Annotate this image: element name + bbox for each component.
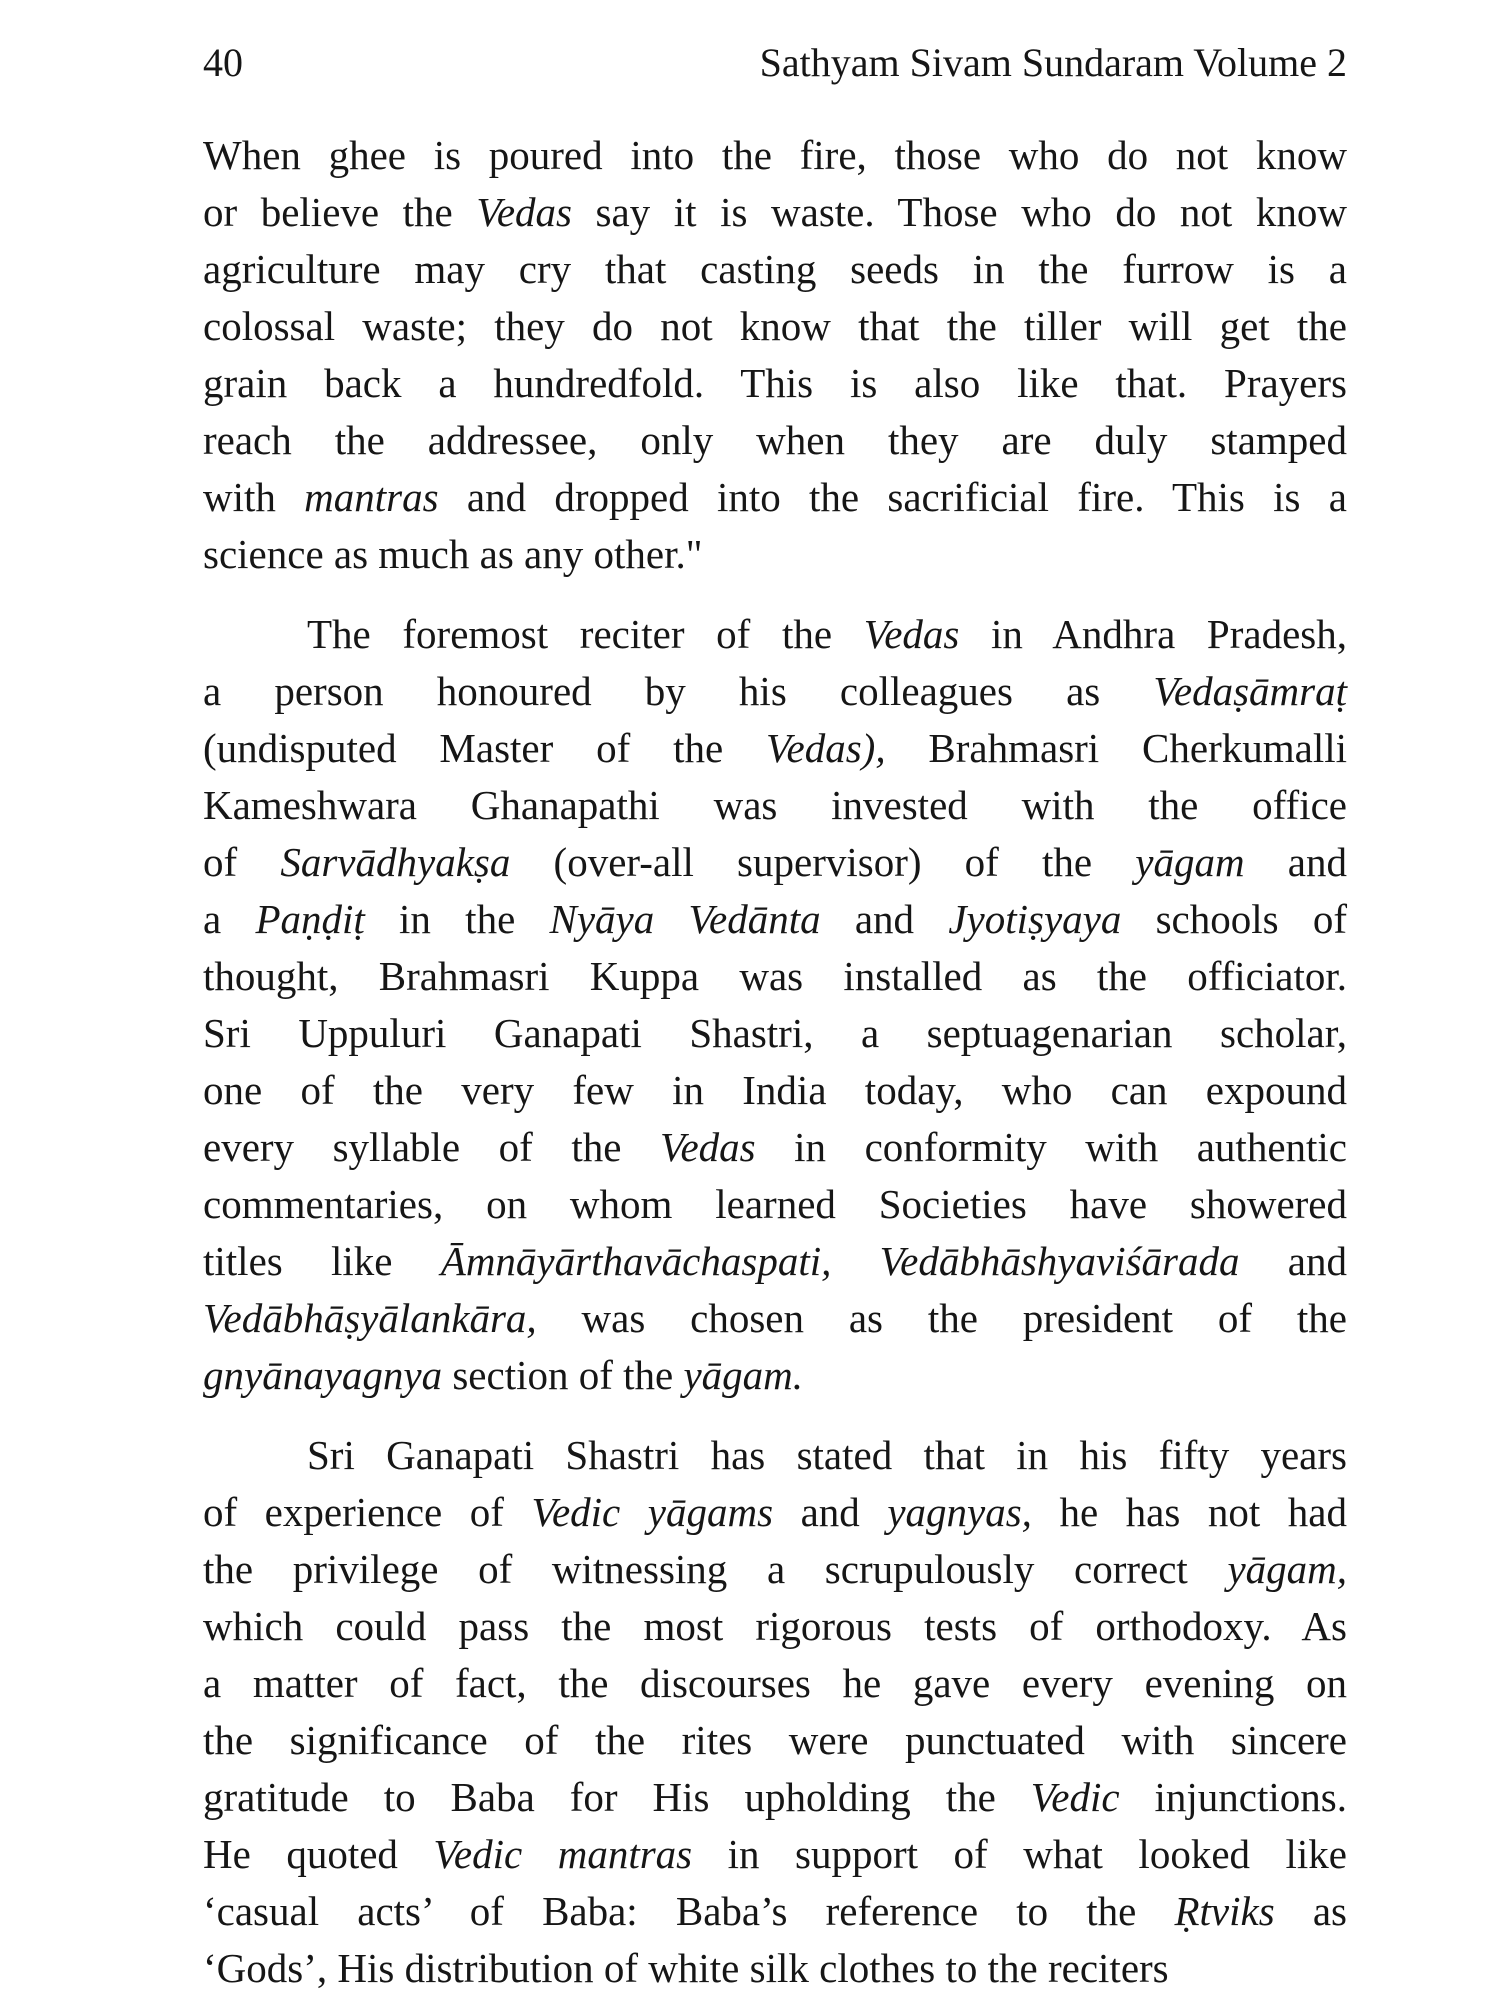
text-run: was chosen as the president of the <box>536 1295 1347 1341</box>
text-run: grain back a hundredfold. This is also like that. Prayers <box>203 360 1347 406</box>
italic-term: Ṛtviks <box>1174 1888 1275 1934</box>
text-run: thought, Brahmasri Kuppa was installed as the officiator. <box>203 953 1347 999</box>
text-run: a matter of fact, the discourses he gave every evening on <box>203 1660 1347 1706</box>
text-run: science as much as any other." <box>203 531 703 577</box>
italic-term: Vedas), <box>766 725 886 771</box>
text-line <box>203 948 1347 1005</box>
text-line <box>203 526 1347 583</box>
text-run: (undisputed Master of the <box>203 725 767 771</box>
text-line <box>203 1484 1347 1541</box>
text-run: say it is waste. Those who do not know <box>571 189 1347 235</box>
italic-term: Vedic mantras <box>433 1831 693 1877</box>
italic-term: yagnyas, <box>887 1489 1032 1535</box>
text-run: which could pass the most rigorous tests of orthodoxy. As <box>203 1603 1347 1649</box>
text-line <box>203 1290 1347 1347</box>
italic-term: Paṇḍiṭ <box>255 896 365 942</box>
italic-term: yāgam. <box>683 1352 804 1398</box>
page-number: 40 <box>203 40 243 85</box>
text-run: ‘Gods’, His distribution of white silk clothes to the reciters <box>203 1945 1169 1991</box>
text-line <box>203 1427 1347 1484</box>
text-line <box>203 1119 1347 1176</box>
text-run: with <box>203 474 305 520</box>
italic-term: gnyānayagnya <box>203 1352 443 1398</box>
text-line <box>203 777 1347 834</box>
italic-term: Vedaṣāmraṭ <box>1153 668 1347 714</box>
text-line <box>203 891 1347 948</box>
text-run: the privilege of witnessing a scrupulously correct <box>203 1546 1228 1592</box>
running-title: Sathyam Sivam Sundaram Volume 2 <box>759 40 1347 85</box>
text-run: Sri Uppuluri Ganapati Shastri, a septuagenarian scholar, <box>203 1010 1347 1056</box>
text-line <box>203 184 1347 241</box>
text-run: section of the <box>442 1352 684 1398</box>
italic-term: mantras <box>304 474 439 520</box>
text-run: gratitude to Baba for His upholding the <box>203 1774 1031 1820</box>
italic-term: Vedas <box>659 1124 756 1170</box>
text-run: and dropped into the sacrificial fire. This is a <box>438 474 1347 520</box>
text-run: The foremost reciter of the <box>307 611 864 657</box>
italic-term: Nyāya Vedānta <box>549 896 821 942</box>
text-run: he has not had <box>1031 1489 1347 1535</box>
text-line <box>203 1826 1347 1883</box>
text-run: a <box>203 896 256 942</box>
text-run: and <box>773 1489 888 1535</box>
text-line <box>203 1176 1347 1233</box>
italic-term: yāgam, <box>1227 1546 1347 1592</box>
text-run: and <box>1239 1238 1348 1284</box>
paragraph <box>203 606 1347 1404</box>
text-run: Sri Ganapati Shastri has stated that in his fifty years <box>307 1432 1347 1478</box>
text-line <box>203 1883 1347 1940</box>
text-line <box>203 298 1347 355</box>
text-run: Kameshwara Ghanapathi was invested with the office <box>203 782 1347 828</box>
italic-term: Āmnāyārthavāchaspati, Vedābhāshyaviśārada <box>440 1238 1240 1284</box>
text-line <box>203 1347 1347 1404</box>
text-run: injunctions. <box>1119 1774 1347 1820</box>
text-run: colossal waste; they do not know that the tiller will get the <box>203 303 1347 349</box>
italic-term: yāgam <box>1135 839 1245 885</box>
text-line <box>203 720 1347 777</box>
italic-term: Vedic yāgams <box>531 1489 774 1535</box>
text-line <box>203 412 1347 469</box>
text-run: titles like <box>203 1238 441 1284</box>
text-line <box>203 663 1347 720</box>
text-run: every syllable of the <box>203 1124 660 1170</box>
text-run: or believe the <box>203 189 477 235</box>
italic-term: Vedas <box>476 189 572 235</box>
text-line <box>203 1005 1347 1062</box>
text-line <box>203 469 1347 526</box>
italic-term: Jyotiṣyaya <box>948 896 1122 942</box>
text-line <box>203 1655 1347 1712</box>
text-run: a person honoured by his colleagues as <box>203 668 1154 714</box>
text-run: ‘casual acts’ of Baba: Baba’s reference to the <box>203 1888 1175 1934</box>
text-run: and <box>1244 839 1347 885</box>
text-run: in support of what looked like <box>692 1831 1348 1877</box>
text-line <box>203 1598 1347 1655</box>
text-run: schools of <box>1121 896 1347 942</box>
italic-term: Vedas <box>863 611 960 657</box>
text-line <box>203 127 1347 184</box>
text-line <box>203 1233 1347 1290</box>
text-run: of <box>203 839 281 885</box>
text-run: as <box>1274 1888 1347 1934</box>
text-run: of experience of <box>203 1489 532 1535</box>
text-line <box>203 1541 1347 1598</box>
text-run: the significance of the rites were punctuated with sincere <box>203 1717 1347 1763</box>
italic-term: Vedābhāṣyālankāra, <box>203 1295 537 1341</box>
text-run: in Andhra Pradesh, <box>959 611 1347 657</box>
text-line <box>203 834 1347 891</box>
text-run: Brahmasri Cherkumalli <box>885 725 1347 771</box>
text-run: one of the very few in India today, who can expound <box>203 1067 1347 1113</box>
text-run: in the <box>364 896 550 942</box>
text-line <box>203 1712 1347 1769</box>
text-line <box>203 606 1347 663</box>
text-run: agriculture may cry that casting seeds in the furrow is a <box>203 246 1347 292</box>
text-run: (over-all supervisor) of the <box>510 839 1136 885</box>
text-line <box>203 1769 1347 1826</box>
text-line <box>203 1940 1347 1997</box>
text-run: in conformity with authentic <box>755 1124 1347 1170</box>
text-run: When ghee is poured into the fire, those who do not know <box>203 132 1347 178</box>
text-run: reach the addressee, only when they are duly stamped <box>203 417 1347 463</box>
text-line <box>203 1062 1347 1119</box>
text-line <box>203 241 1347 298</box>
paragraph <box>203 1427 1347 1997</box>
page-header <box>203 38 1347 88</box>
text-run: commentaries, on whom learned Societies have showered <box>203 1181 1347 1227</box>
paragraph <box>203 127 1347 583</box>
text-run: and <box>820 896 949 942</box>
italic-term: Sarvādhyakṣa <box>280 839 511 885</box>
body-text <box>203 127 1347 1997</box>
italic-term: Vedic <box>1030 1774 1120 1820</box>
text-line <box>203 355 1347 412</box>
text-run: He quoted <box>203 1831 434 1877</box>
